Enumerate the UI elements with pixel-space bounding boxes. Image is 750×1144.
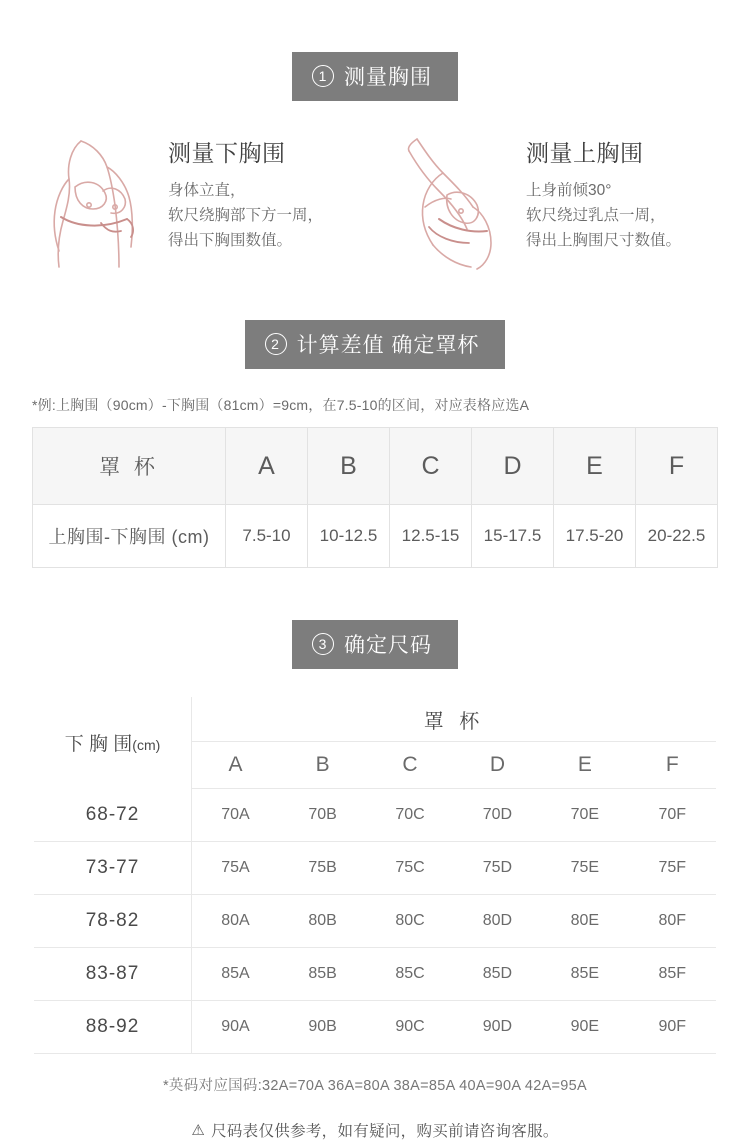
size-1-c: 70C bbox=[366, 789, 453, 842]
size-table-corner-label bbox=[34, 697, 192, 789]
size-5-e: 90E bbox=[541, 1000, 628, 1053]
measure-underbust-lines bbox=[168, 178, 323, 253]
cup-range-f: 20-22.5 bbox=[636, 505, 718, 568]
size-4-f: 85F bbox=[629, 947, 716, 1000]
size-4-b: 85B bbox=[279, 947, 366, 1000]
table-row bbox=[34, 894, 716, 947]
measure-underbust-line-1: 身体立直， bbox=[168, 182, 246, 199]
measure-underbust-title: 测量下胸围 bbox=[168, 140, 286, 166]
corner-label-text: 下 胸 围 bbox=[64, 734, 133, 756]
step-2-title: 计算差值 确定罩杯 bbox=[296, 334, 480, 357]
measure-overbust bbox=[399, 129, 709, 270]
cup-header-c: C bbox=[390, 428, 472, 505]
size-3-a: 80A bbox=[192, 894, 279, 947]
measure-underbust-line-2: 软尺绕胸部下方一周， bbox=[168, 207, 324, 225]
size-3-f: 80F bbox=[629, 894, 716, 947]
size-1-d: 70D bbox=[454, 789, 541, 842]
step-1-number: 1 bbox=[312, 65, 334, 87]
size-4-e: 85E bbox=[541, 947, 628, 1000]
band-range-4: 83-87 bbox=[34, 947, 192, 1000]
size-1-f: 70F bbox=[629, 789, 716, 842]
size-2-b: 75B bbox=[279, 841, 366, 894]
size-3-d: 80D bbox=[454, 894, 541, 947]
size-5-b: 90B bbox=[279, 1000, 366, 1053]
measure-overbust-line-1: 上身前倾30° bbox=[526, 182, 612, 199]
band-range-5: 88-92 bbox=[34, 1000, 192, 1053]
example-note: *例:上胸围（90cm）-下胸围（81cm）=9cm，在7.5-10的区间，对应表格应选A bbox=[32, 397, 530, 413]
measure-underbust-line-3: 得出下胸围数值。 bbox=[168, 232, 293, 250]
size-cup-header-c: C bbox=[366, 742, 453, 789]
table-row bbox=[34, 947, 716, 1000]
cup-range-d: 15-17.5 bbox=[472, 505, 554, 568]
cup-table-header-label: 罩 杯 bbox=[33, 428, 226, 505]
cup-table-row-label: 上胸围-下胸围 (cm) bbox=[33, 505, 226, 568]
size-table-cup-group-label: 罩 杯 bbox=[192, 697, 717, 742]
measure-overbust-text bbox=[526, 129, 681, 253]
size-2-e: 75E bbox=[541, 841, 628, 894]
table-header-row bbox=[33, 428, 718, 505]
size-1-b: 70B bbox=[279, 789, 366, 842]
measure-underbust-text bbox=[168, 129, 323, 253]
cup-header-e: E bbox=[554, 428, 636, 505]
torso-underbust-icon bbox=[41, 135, 156, 270]
torso-overbust-icon bbox=[399, 135, 514, 270]
step-2-badge bbox=[245, 320, 506, 369]
size-1-a: 70A bbox=[192, 789, 279, 842]
size-5-f: 90F bbox=[629, 1000, 716, 1053]
table-row bbox=[33, 505, 718, 568]
conversion-footnote: *英码对应国码:32A=70A 36A=80A 38A=85A 40A=90A 42A=95A bbox=[162, 1077, 588, 1094]
step-3-header bbox=[0, 568, 750, 669]
band-range-2: 73-77 bbox=[34, 841, 192, 894]
size-cup-header-f: F bbox=[629, 742, 716, 789]
disclaimer-text: 尺码表仅供参考，如有疑问，购买前请咨询客服。 bbox=[211, 1122, 559, 1140]
disclaimer bbox=[0, 1095, 750, 1141]
cup-header-f: F bbox=[636, 428, 718, 505]
cup-range-e: 17.5-20 bbox=[554, 505, 636, 568]
size-1-e: 70E bbox=[541, 789, 628, 842]
cup-header-a: A bbox=[226, 428, 308, 505]
size-3-c: 80C bbox=[366, 894, 453, 947]
step-1-badge bbox=[292, 52, 458, 101]
size-4-c: 85C bbox=[366, 947, 453, 1000]
size-5-a: 90A bbox=[192, 1000, 279, 1053]
size-2-d: 75D bbox=[454, 841, 541, 894]
table-row bbox=[34, 789, 716, 842]
step-3-number: 3 bbox=[312, 633, 334, 655]
band-range-1: 68-72 bbox=[34, 789, 192, 842]
size-cup-header-e: E bbox=[541, 742, 628, 789]
size-4-d: 85D bbox=[454, 947, 541, 1000]
step-2-header bbox=[0, 270, 750, 369]
size-chart-table bbox=[34, 697, 716, 1054]
size-2-a: 75A bbox=[192, 841, 279, 894]
step-1-header bbox=[0, 0, 750, 101]
measure-overbust-line-2: 软尺绕过乳点一周， bbox=[526, 207, 666, 225]
measure-underbust bbox=[41, 129, 351, 270]
cup-range-a: 7.5-10 bbox=[226, 505, 308, 568]
step-1-title: 测量胸围 bbox=[344, 66, 432, 89]
table-row bbox=[34, 1000, 716, 1053]
size-5-d: 90D bbox=[454, 1000, 541, 1053]
step-3-title: 确定尺码 bbox=[344, 634, 432, 657]
measure-overbust-line-3: 得出上胸围尺寸数值。 bbox=[526, 232, 682, 250]
table-header-row-group bbox=[34, 697, 716, 742]
corner-label-unit: (cm) bbox=[132, 737, 161, 754]
size-2-f: 75F bbox=[629, 841, 716, 894]
step-2-number: 2 bbox=[265, 333, 287, 355]
step-3-badge bbox=[292, 620, 458, 669]
size-4-a: 85A bbox=[192, 947, 279, 1000]
warning-triangle-icon: ⚠ bbox=[191, 1121, 206, 1139]
size-5-c: 90C bbox=[366, 1000, 453, 1053]
cup-header-d: D bbox=[472, 428, 554, 505]
measurement-instructions bbox=[0, 101, 750, 270]
cup-range-b: 10-12.5 bbox=[308, 505, 390, 568]
size-3-e: 80E bbox=[541, 894, 628, 947]
band-range-3: 78-82 bbox=[34, 894, 192, 947]
size-3-b: 80B bbox=[279, 894, 366, 947]
cup-difference-table bbox=[32, 427, 718, 568]
cup-header-b: B bbox=[308, 428, 390, 505]
cup-range-c: 12.5-15 bbox=[390, 505, 472, 568]
table-row bbox=[34, 841, 716, 894]
size-2-c: 75C bbox=[366, 841, 453, 894]
size-cup-header-b: B bbox=[279, 742, 366, 789]
measure-overbust-title: 测量上胸围 bbox=[526, 140, 644, 166]
measure-overbust-lines bbox=[526, 178, 681, 253]
size-cup-header-a: A bbox=[192, 742, 279, 789]
size-cup-header-d: D bbox=[454, 742, 541, 789]
